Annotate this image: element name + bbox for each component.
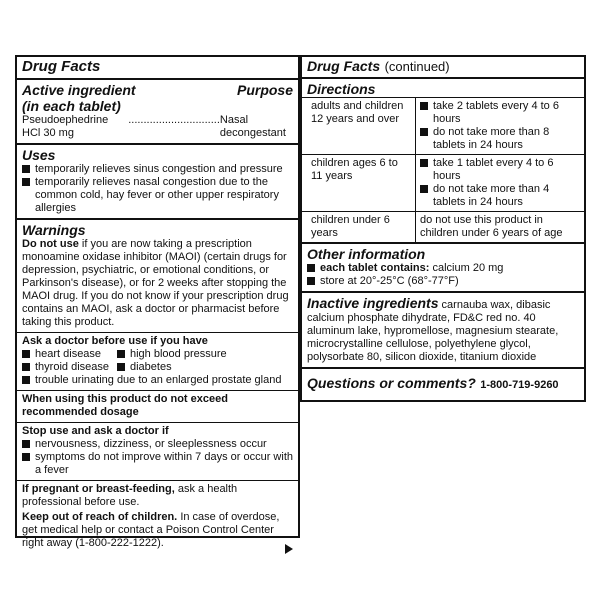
- ingredient-name: Pseudoephedrine HCl 30 mg: [22, 114, 109, 139]
- bullet-icon: [117, 363, 125, 371]
- list-item: take 2 tablets every 4 to 6 hours: [420, 100, 580, 126]
- keep-out-text: Keep out of reach of children. In case of overdose, get medical help or contact a Poison Control Center right away (1-800-222-1222).: [22, 511, 280, 549]
- questions-heading: Questions or comments?: [307, 375, 476, 391]
- list-item: do not take more than 4 tablets in 24 hours: [420, 183, 580, 209]
- table-row: children under 6 years do not use this product in children under 6 years of age: [302, 212, 584, 243]
- list-item: trouble urinating due to an enlarged prostate gland: [22, 374, 293, 387]
- bullet-icon: [22, 376, 30, 384]
- bullet-icon: [22, 350, 30, 358]
- list-item: thyroid disease: [22, 361, 117, 374]
- warnings-heading: Warnings: [22, 222, 86, 238]
- active-ingredient-subheading: (in each tablet): [22, 98, 121, 114]
- drug-facts-title: Drug Facts: [22, 58, 101, 75]
- uses-heading: Uses: [22, 147, 56, 163]
- bullet-icon: [22, 440, 30, 448]
- bullet-icon: [420, 102, 428, 110]
- list-item: nervousness, dizziness, or sleeplessness occur: [22, 438, 293, 451]
- list-item: take 1 tablet every 4 to 6 hours: [420, 157, 580, 183]
- pregnant-text: If pregnant or breast-feeding, ask a health professional before use.: [22, 483, 238, 508]
- drug-facts-panel-left: [15, 55, 300, 549]
- bullet-icon: [22, 363, 30, 371]
- list-item: temporarily relieves nasal congestion due to the common cold, hay fever or other upper respiratory allergies: [22, 176, 293, 215]
- list-item: symptoms do not improve within 7 days or occur with a fever: [22, 451, 293, 477]
- bullet-icon: [420, 185, 428, 193]
- directions-heading: Directions: [307, 81, 376, 97]
- bullet-icon: [420, 159, 428, 167]
- stop-use-heading: Stop use and ask a doctor if: [22, 425, 169, 437]
- other-information-heading: Other information: [307, 246, 426, 262]
- list-item: diabetes: [117, 361, 172, 374]
- bullet-icon: [307, 277, 315, 285]
- ask-doctor-heading: Ask a doctor before use if you have: [22, 335, 208, 347]
- ingredient-purpose: Nasal decongestant: [219, 114, 286, 139]
- bullet-icon: [22, 453, 30, 461]
- questions-phone: 1-800-719-9260: [480, 379, 559, 391]
- list-item: each tablet contains: calcium 20 mg: [307, 262, 579, 275]
- list-item: heart disease: [22, 348, 117, 361]
- list-item: temporarily relieves sinus congestion and pressure: [22, 163, 293, 176]
- list-item: high blood pressure: [117, 348, 227, 361]
- drug-facts-panel-right: [300, 55, 586, 402]
- continue-arrow-icon: [285, 544, 293, 554]
- continued-label: (continued): [384, 59, 450, 74]
- inactive-ingredients-text: Inactive ingredients carnauba wax, dibasic calcium phosphate dihydrate, FD&C red no. 40 aluminum lake, hypromellose, magnesium stearate, microcrystalline cellulose, polyethylene glycol, polysorbate 80, silicon dioxide, titanium dioxide: [307, 295, 559, 363]
- list-item: do not take more than 8 tablets in 24 hours: [420, 126, 580, 152]
- bullet-icon: [117, 350, 125, 358]
- list-item: store at 20°-25°C (68°-77°F): [307, 275, 579, 288]
- do-not-use-text: Do not use if you are now taking a prescription monoamine oxidase inhibitor (MAOI) (certain drugs for depression, psychiatric, or emotional conditions, or Parkinson's disease), or for 2 weeks after stopping the MAOI drug. If you do not know if your prescription drug contains an MAOI, ask a doctor or pharmacist before taking this product.: [22, 238, 289, 328]
- inactive-ingredients-heading: Inactive ingredients: [307, 295, 439, 311]
- bullet-icon: [22, 165, 30, 173]
- directions-table: [302, 97, 584, 242]
- bullet-icon: [420, 128, 428, 136]
- ingredient-leader: ..............................: [128, 114, 220, 126]
- drug-facts-continued-title: Drug Facts: [307, 58, 381, 74]
- bullet-icon: [22, 178, 30, 186]
- table-row: children ages 6 to 11 years take 1 tablet every 4 to 6 hours do not take more than 4 tablets in 24 hours: [302, 155, 584, 212]
- when-using-text: When using this product do not exceed recommended dosage: [22, 393, 228, 418]
- ingredient-row: [22, 114, 293, 140]
- bullet-icon: [307, 264, 315, 272]
- active-ingredient-heading: Active ingredient: [22, 82, 136, 98]
- table-row: adults and children 12 years and over take 2 tablets every 4 to 6 hours do not take more than 8 tablets in 24 hours: [302, 98, 584, 155]
- purpose-heading: Purpose: [236, 82, 293, 98]
